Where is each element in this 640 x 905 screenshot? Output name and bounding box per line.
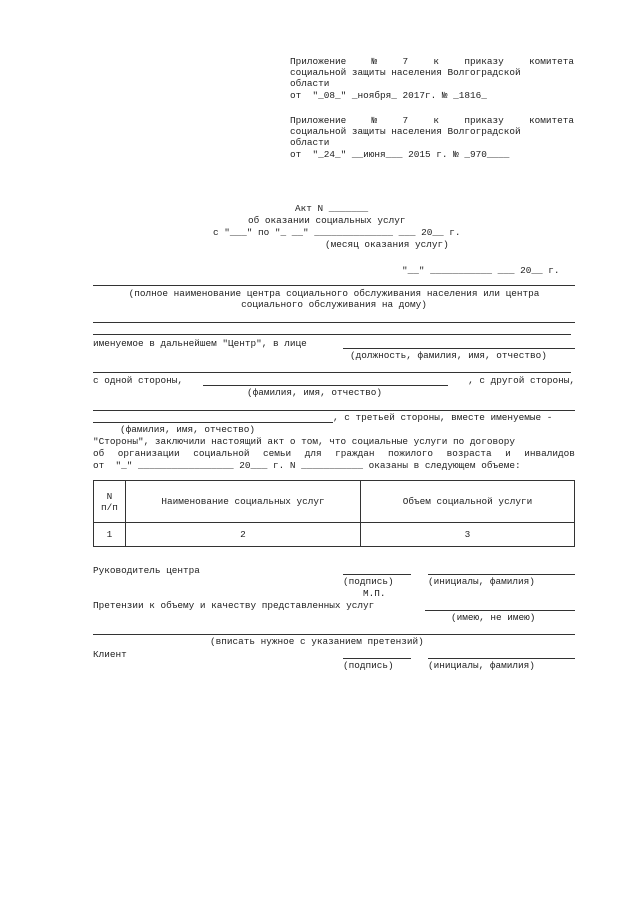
appendix1-line4: от "_08_" _ноября_ 2017г. № _1816_ — [290, 90, 487, 101]
service-period: с "___" по "_ __" ______________ ___ 20__ г. — [213, 227, 461, 238]
appendix1-line2: социальной защиты населения Волгоградской — [290, 67, 521, 78]
claims-answer-line — [425, 610, 575, 611]
first-party-text: с одной стороны, — [93, 375, 184, 386]
center-name-hint: (полное наименование центра социального обслуживания населения или центра — [128, 288, 540, 299]
representative-line — [343, 348, 575, 349]
appendix2-line2: социальной защиты населения Волгоградской — [290, 126, 521, 137]
center-name-hint-2: социального обслуживания на дому) — [241, 299, 427, 310]
agreement-line-2: об организации социальной семьи для граждан пожилого возраста и инвалидов — [93, 448, 575, 459]
client-name-line — [203, 385, 448, 386]
fio-hint-2: (фамилия, имя, отчество) — [120, 424, 256, 435]
stamp-label: М.П. — [363, 588, 386, 599]
center-name-line — [93, 285, 575, 286]
third-party-text: , с третьей стороны, вместе именуемые - — [333, 412, 553, 423]
act-title: об оказании социальных услуг — [248, 215, 406, 226]
third-party-name-line — [93, 422, 333, 423]
claims-detail-line — [93, 634, 575, 635]
column-header-service: Наименование социальных услуг — [126, 481, 361, 523]
appendix2-line3: области — [290, 137, 330, 148]
claims-hint: (имею, не имею) — [451, 612, 536, 623]
initials-line — [428, 574, 575, 575]
signature-hint: (подпись) — [343, 576, 394, 587]
blank-line — [93, 410, 575, 411]
table-row — [94, 523, 575, 547]
head-label: Руководитель центра — [93, 565, 200, 576]
table-cell: 3 — [361, 523, 575, 547]
blank-line — [93, 372, 571, 373]
second-party-text: , с другой стороны, — [468, 375, 575, 386]
table-cell: 1 — [94, 523, 126, 547]
position-hint: (должность, фамилия, имя, отчество) — [350, 350, 547, 361]
fio-hint: (фамилия, имя, отчество) — [247, 387, 383, 398]
act-date: "__" ___________ ___ 20__ г. — [402, 265, 560, 276]
agreement-line-3: от "_" _________________ 20___ г. N ___________ оказаны в следующем объеме: — [93, 460, 521, 471]
appendix2-line4: от "_24_" __июня___ 2015 г. № _970____ — [290, 149, 510, 160]
table-cell: 2 — [126, 523, 361, 547]
period-hint: (месяц оказания услуг) — [325, 239, 449, 250]
column-header-volume: Объем социальной услуги — [361, 481, 575, 523]
claims-label: Претензии к объему и качеству представленных услуг — [93, 600, 375, 611]
blank-line — [93, 334, 571, 335]
client-label: Клиент — [93, 649, 127, 660]
appendix2-line1: Приложение № 7 к приказу комитета — [290, 115, 574, 126]
services-table — [93, 480, 575, 547]
appendix1-line1: Приложение № 7 к приказу комитета — [290, 56, 574, 67]
client-initials-hint: (инициалы, фамилия) — [428, 660, 535, 671]
initials-hint: (инициалы, фамилия) — [428, 576, 535, 587]
signature-line — [343, 574, 411, 575]
blank-line — [93, 322, 575, 323]
claims-detail-hint: (вписать нужное с указанием претензий) — [210, 636, 424, 647]
named-center-text: именуемое в дальнейшем "Центр", в лице — [93, 338, 307, 349]
client-initials-line — [428, 658, 575, 659]
appendix1-line3: области — [290, 78, 330, 89]
column-header-number: N п/п — [94, 481, 126, 523]
client-signature-hint: (подпись) — [343, 660, 394, 671]
act-number: Акт N _______ — [295, 203, 369, 214]
client-signature-line — [343, 658, 411, 659]
agreement-line-1: "Стороны", заключили настоящий акт о том, что социальные услуги по договору — [93, 436, 515, 447]
table-header-row — [94, 481, 575, 523]
